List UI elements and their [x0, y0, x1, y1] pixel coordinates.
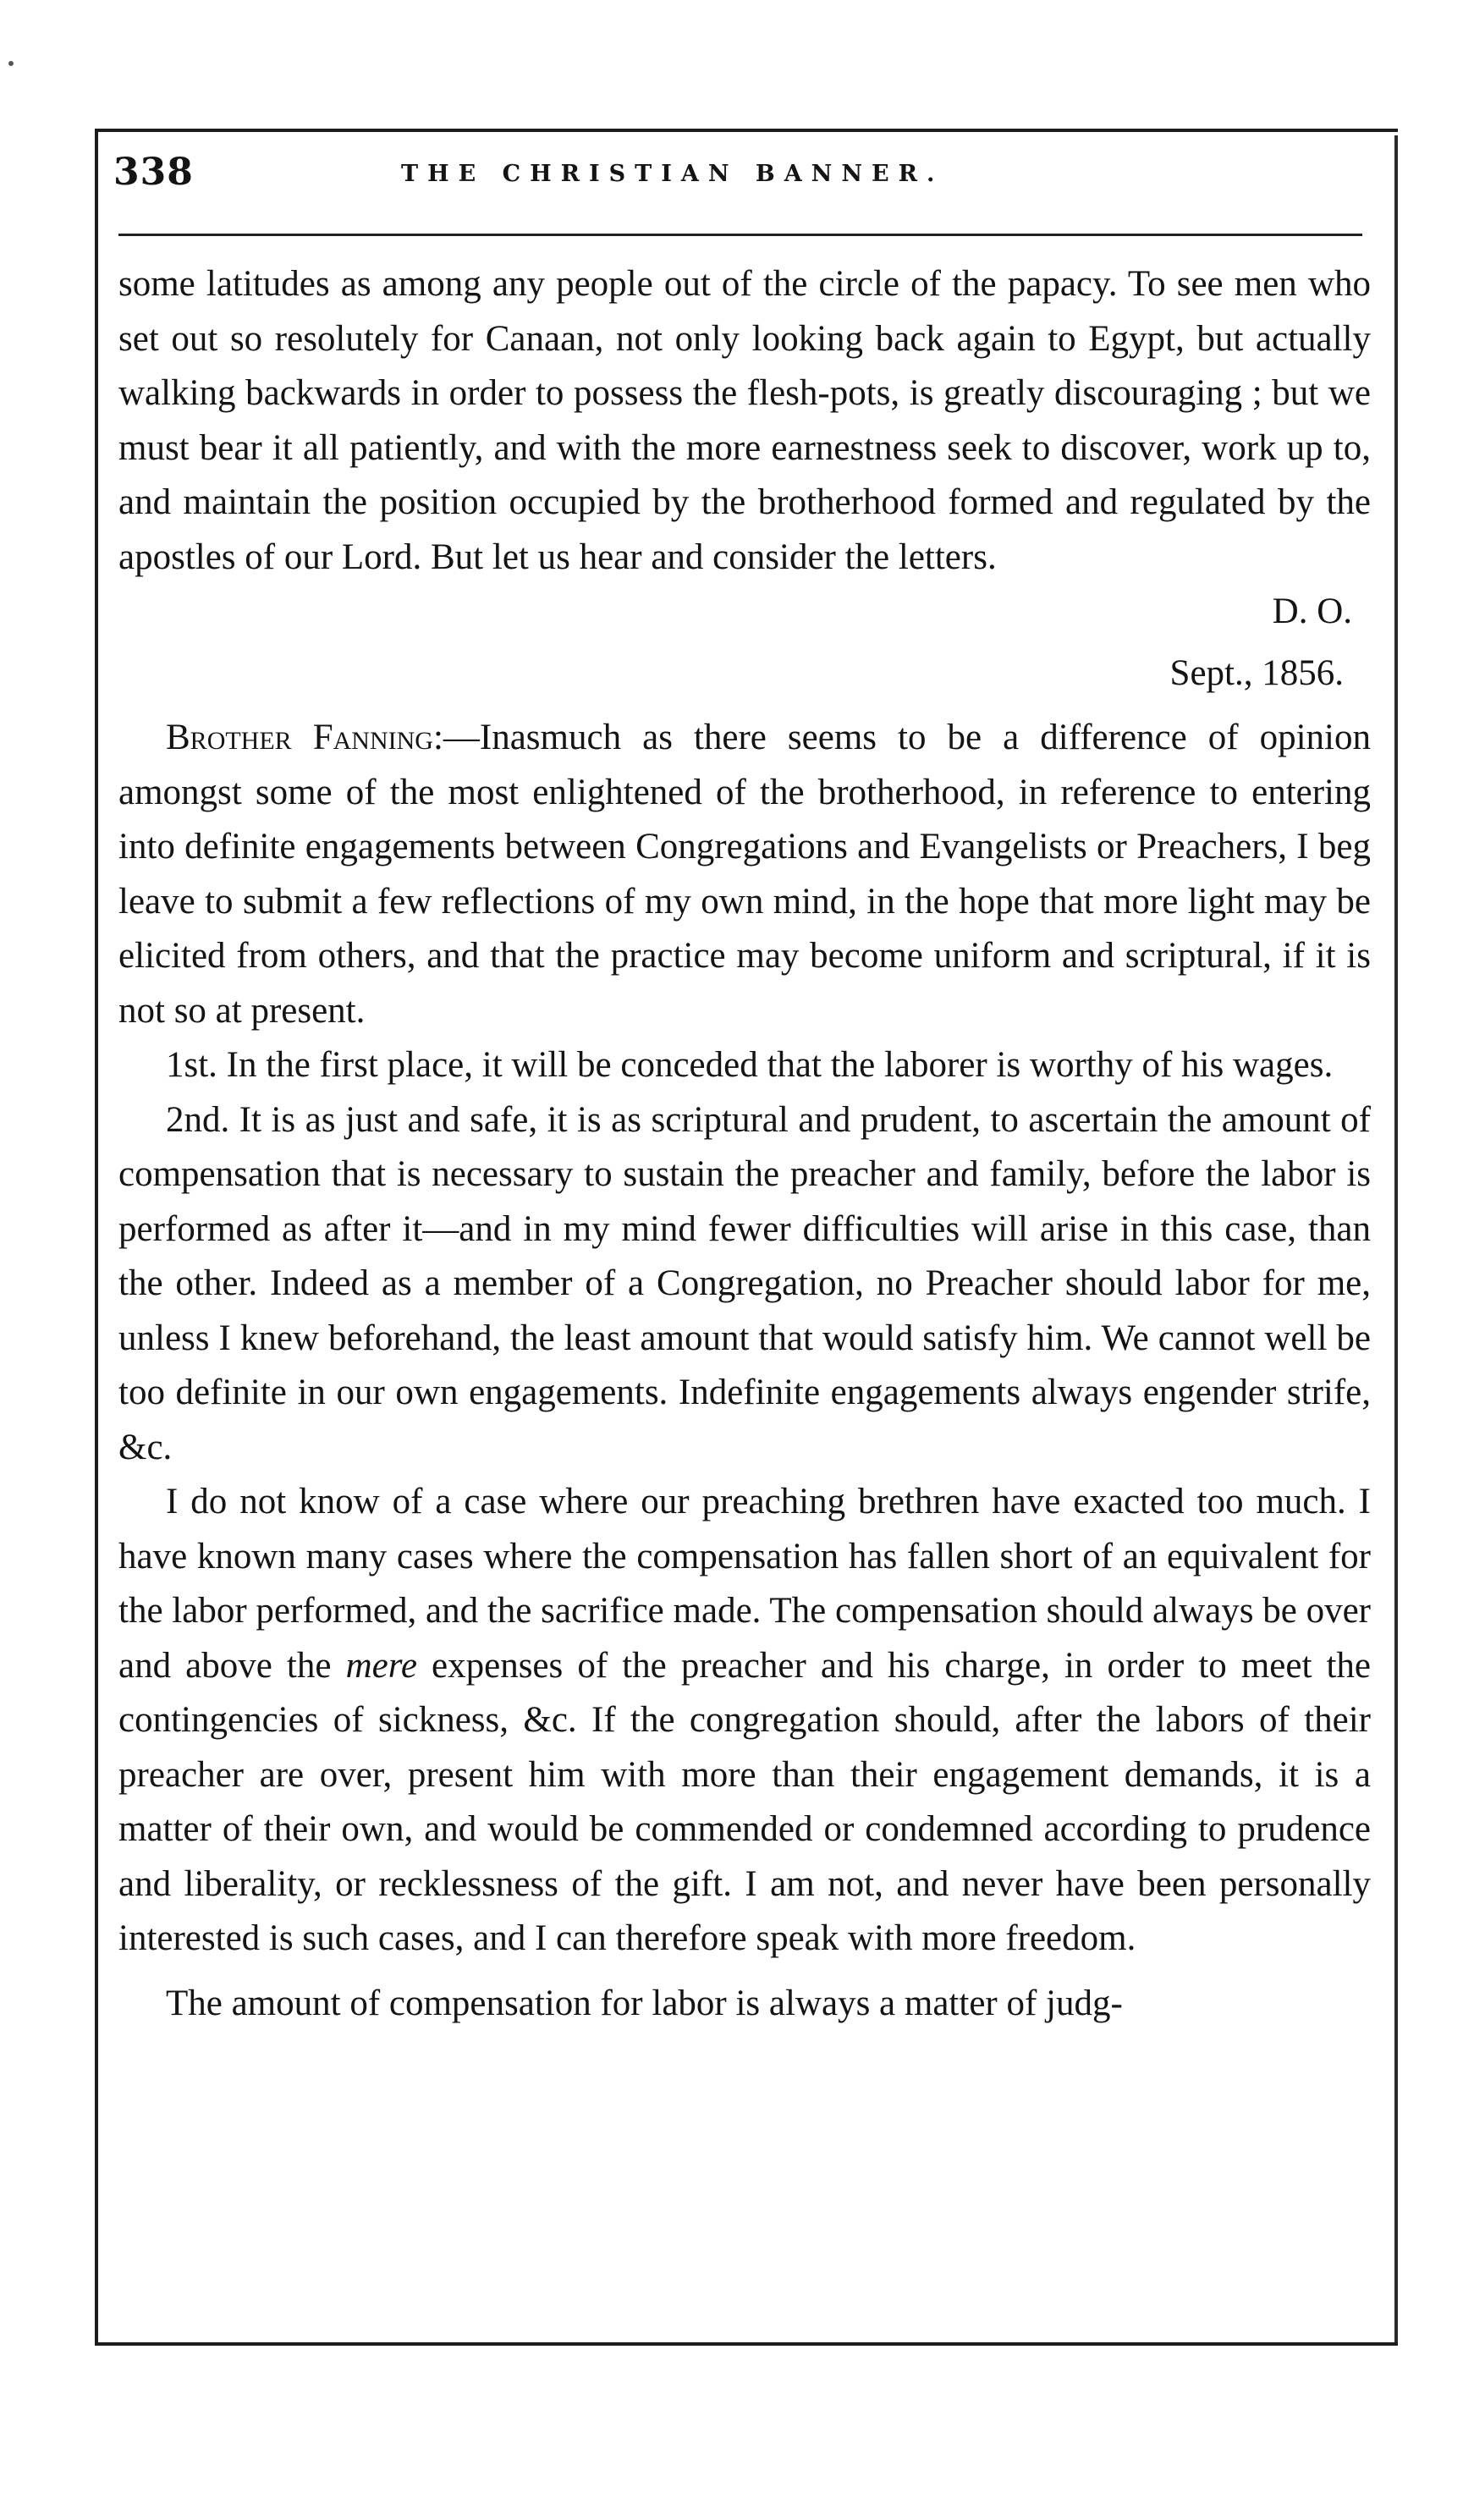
page-number: 338 [113, 151, 194, 194]
point-second: 2nd. It is as just and safe, it is as scriptural and prudent, to ascertain the amount of compensation that is necessary to sustain the preacher and family, before the labor is performed as after it—and in my mind fewer difficulties will arise in this case, than the other. Indeed as a member of a Congregation, no Preacher should labor for me, unless I knew beforehand, the least amount that would satisfy him. We cannot well be too definite in our own engagements. Indefinite engagements always engender strife, &c. [118, 1099, 1371, 1467]
page-border-bottom [95, 2342, 1398, 2346]
point-first: 1st. In the first place, it will be conceded that the laborer is worthy of his wages. [166, 1045, 1334, 1085]
paragraph-compensation [118, 1475, 1371, 1967]
paragraph-compensation-end: expenses of the preacher and his charge, in order to meet the contingencies of sickness, &c. If the congregation should, after the labors of their preacher are over, present him with more than their engagement demands, it is a matter of their own, and would be commended or condemned according to prudence and liberality, or recklessness of the gift. I am not, and never have been personally interested is such cases, and I can therefore speak with more freedom. [118, 1645, 1372, 1958]
page-border-right [1394, 135, 1398, 2346]
page-border-left [95, 129, 98, 2344]
paragraph-continued: some latitudes as among any people out of the circle of the papacy. To see men who set out so resolutely for Canaan, not only looking back again to Egypt, but actually walking backwards in order to possess the flesh-pots, is greatly discouraging ; but we must bear it all patiently, and with the more earnestness seek to discover, work up to, and maintain the position occupied by the brotherhood formed and regulated by the apostles of our Lord. But let us hear and consider the letters. [118, 264, 1371, 577]
paragraph-judgment: The amount of compensation for labor is always a matter of judg- [166, 1983, 1123, 2023]
header-rule [118, 234, 1362, 236]
running-title: THE CHRISTIAN BANNER. [401, 161, 944, 187]
running-head [113, 144, 1374, 203]
letter-paragraph [118, 711, 1371, 1038]
dateline: Sept., 1856. [1169, 652, 1344, 693]
signature-initials: D. O. [1272, 591, 1352, 631]
article-body [118, 257, 1371, 2031]
salutation: Brother Fanning [166, 718, 433, 757]
stray-mark [8, 61, 14, 66]
page-border-top [95, 129, 1398, 132]
emphasis-word: mere [345, 1645, 417, 1686]
paragraph-compensation-start: I do not know of a case where our preaching brethren have exacted too much. I have known many cases where the compensation has fallen short of an equivalent for the labor performed, and the sacrifice made. The compensation should always be over and above the [118, 1482, 1371, 1686]
letter-opening-text: :—Inasmuch as there seems to be a difference of opinion amongst some of the most enlightened of the brotherhood, in reference to entering into definite engagements between Congregations and Evangelists or Preachers, I beg leave to submit a few reflections of my own mind, in the hope that more light may be elicited from others, and that the practice may become uniform and scriptural, if it is not so at present. [118, 718, 1371, 1031]
